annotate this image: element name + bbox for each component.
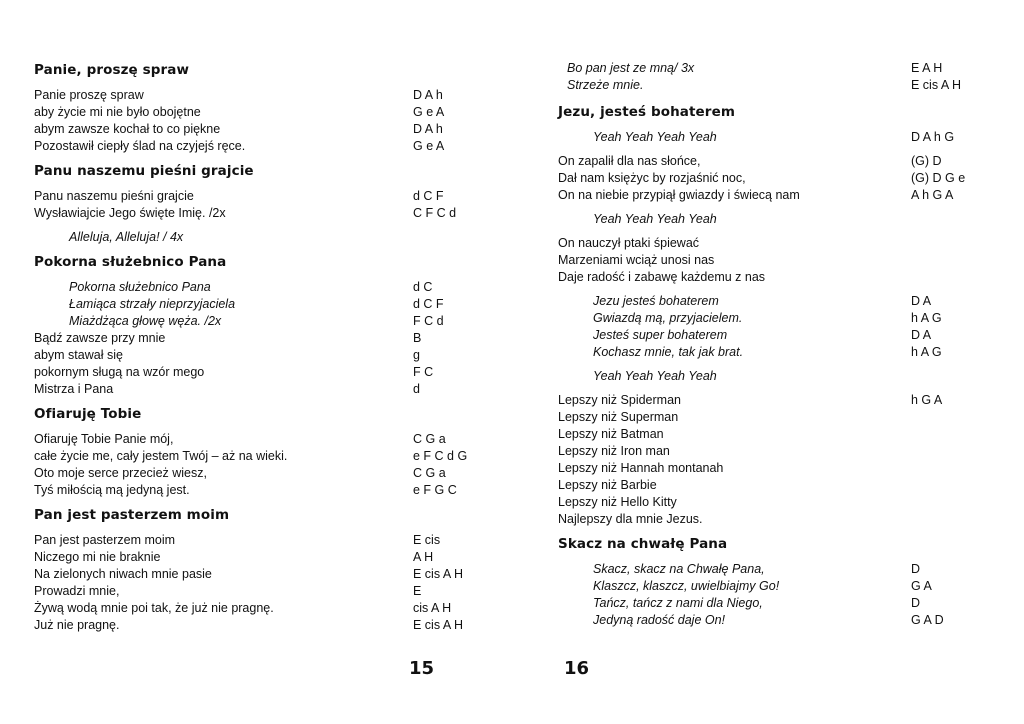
lyric-text: pokornym sługą na wzór mego [34, 365, 205, 379]
chord-label: h A G [911, 311, 942, 325]
lyric-line [0, 448, 512, 465]
lyric-text: Najlepszy dla mnie Jezus. [558, 512, 703, 526]
lyric-line [0, 600, 512, 617]
right-page [512, 0, 1024, 724]
lyric-text: Daje radość i zabawę każdemu z nas [558, 270, 766, 284]
lyric-text: Kochasz mnie, tak jak brat. [593, 345, 744, 359]
lyric-text: Bądź zawsze przy mnie [34, 331, 166, 345]
lyric-text: Dał nam księżyc by rozjaśnić noc, [558, 171, 746, 185]
lyric-line-refrain [0, 279, 512, 296]
chord-label: cis A H [413, 601, 452, 615]
lyric-text: Skacz, skacz na Chwałę Pana, [593, 562, 765, 576]
lyric-text: Oto moje serce przecież wiesz, [34, 466, 207, 480]
lyric-line [512, 392, 1024, 409]
lyric-text: Yeah Yeah Yeah Yeah [593, 212, 717, 226]
chord-label: d C F [413, 297, 444, 311]
lyric-line-refrain [512, 293, 1024, 310]
chord-label: A H [413, 550, 434, 564]
lyric-text: Strzeże mnie. [567, 78, 644, 92]
lyric-line-refrain [512, 344, 1024, 361]
chord-label: D [911, 596, 921, 610]
lyric-line-refrain [0, 313, 512, 330]
lyric-text: Bo pan jest ze mną/ 3x [567, 61, 695, 75]
lyric-line [0, 465, 512, 482]
lyric-line [512, 153, 1024, 170]
lyric-text: Marzeniami wciąż unosi nas [558, 253, 715, 267]
lyric-text: abym stawał się [34, 348, 123, 362]
lyric-text: Panu naszemu pieśni grajcie [34, 189, 194, 203]
lyric-text: Niczego mi nie braknie [34, 550, 161, 564]
lyric-line [0, 431, 512, 448]
lyric-line [0, 104, 512, 121]
chord-label: E cis A H [413, 567, 464, 581]
chord-label: D A h G [911, 130, 955, 144]
lyric-text: Tyś miłością mą jedyną jest. [34, 483, 190, 497]
lyric-line [512, 443, 1024, 460]
lyric-line [512, 170, 1024, 187]
lyric-text: Lepszy niż Hello Kitty [558, 495, 677, 509]
chord-label: h A G [911, 345, 942, 359]
lyric-line [512, 252, 1024, 269]
chord-label: D A h [413, 88, 443, 102]
lyric-text: Lepszy niż Superman [558, 410, 679, 424]
lyric-line-refrain [512, 368, 1024, 385]
chord-label: C F C d [413, 206, 457, 220]
chord-label: D A [911, 328, 932, 342]
lyric-line [512, 235, 1024, 252]
lyric-text: Lepszy niż Barbie [558, 478, 657, 492]
lyric-line-refrain [512, 77, 1024, 94]
lyric-text: Wysławiajcie Jego święte Imię. /2x [34, 206, 226, 220]
lyric-text: Yeah Yeah Yeah Yeah [593, 369, 717, 383]
lyric-text: aby życie mi nie było obojętne [34, 105, 201, 119]
lyric-line-refrain [512, 327, 1024, 344]
lyric-line-refrain [512, 310, 1024, 327]
lyric-text: Żywą wodą mnie poi tak, że już nie pragnę. [34, 601, 274, 615]
lyric-text: Gwiazdą mą, przyjacielem. [593, 311, 743, 325]
lyric-line [512, 269, 1024, 286]
lyric-line [512, 477, 1024, 494]
lyric-line [0, 188, 512, 205]
lyric-text: Już nie pragnę. [34, 618, 120, 632]
lyric-line [0, 347, 512, 364]
chord-label: E cis A H [911, 78, 962, 92]
lyric-line [512, 426, 1024, 443]
chord-label: E A H [911, 61, 943, 75]
chord-label: D [911, 562, 921, 576]
song-title-pokorna-sluzebnico-pana: Pokorna służebnico Pana [34, 254, 227, 270]
song-title-panie-prosze-spraw: Panie, proszę spraw [34, 62, 190, 78]
lyric-text: Na zielonych niwach mnie pasie [34, 567, 212, 581]
lyric-line-refrain [512, 129, 1024, 146]
lyric-line [512, 409, 1024, 426]
chord-label: g [413, 348, 420, 362]
lyric-line [0, 138, 512, 155]
lyric-text: Yeah Yeah Yeah Yeah [593, 130, 717, 144]
lyric-line [0, 205, 512, 222]
lyric-text: Ofiaruję Tobie Panie mój, [34, 432, 174, 446]
lyric-text: Alleluja, Alleluja! / 4x [69, 230, 184, 244]
lyric-line [512, 494, 1024, 511]
chord-label: F C [413, 365, 434, 379]
lyric-text: Pan jest pasterzem moim [34, 533, 176, 547]
lyric-text: On nauczył ptaki śpiewać [558, 236, 700, 250]
lyric-text: Mistrza i Pana [34, 382, 114, 396]
lyric-line-refrain [512, 60, 1024, 77]
lyric-text: Miażdżąca głowę węża. /2x [69, 314, 222, 328]
lyric-text: Jedyną radość daje On! [593, 613, 726, 627]
chord-label: d C F [413, 189, 444, 203]
chord-label: d [413, 382, 420, 396]
lyric-line [0, 364, 512, 381]
chord-label: G A D [911, 613, 944, 627]
lyric-text: abym zawsze kochał to co piękne [34, 122, 221, 136]
chord-label: F C d [413, 314, 444, 328]
lyric-line-refrain [512, 595, 1024, 612]
chord-label: G e A [413, 105, 445, 119]
lyric-text: Panie proszę spraw [34, 88, 144, 102]
chord-label: A h G A [911, 188, 954, 202]
lyric-text: Lepszy niż Hannah montanah [558, 461, 724, 475]
lyric-line [0, 617, 512, 634]
chord-label: d C [413, 280, 433, 294]
chord-label: e F C d G [413, 449, 468, 463]
lyric-text: Jezu jesteś bohaterem [593, 294, 719, 308]
chord-label: C G a [413, 432, 446, 446]
lyric-line-refrain [0, 296, 512, 313]
chord-label: E cis A H [413, 618, 464, 632]
lyric-line [0, 381, 512, 398]
chord-label: C G a [413, 466, 446, 480]
lyric-line-refrain [512, 612, 1024, 629]
chord-label: E cis [413, 533, 441, 547]
lyric-line-refrain [0, 229, 512, 246]
lyric-text: Prowadzi mnie, [34, 584, 120, 598]
song-title-panu-naszemu-piesni-grajcie: Panu naszemu pieśni grajcie [34, 163, 254, 179]
lyric-line [512, 511, 1024, 528]
lyric-line-refrain [512, 561, 1024, 578]
chord-label: E [413, 584, 422, 598]
chord-label: G e A [413, 139, 445, 153]
lyric-line [0, 87, 512, 104]
lyric-line-refrain [512, 578, 1024, 595]
song-title-jezu-jestes-bohaterem: Jezu, jesteś bohaterem [558, 104, 735, 120]
chord-label: B [413, 331, 422, 345]
lyric-line [0, 532, 512, 549]
lyric-text: Łamiąca strzały nieprzyjaciela [69, 297, 236, 311]
chord-label: (G) D G e [911, 171, 966, 185]
song-title-skacz-na-chwale-pana: Skacz na chwałę Pana [558, 536, 728, 552]
lyric-line-refrain [512, 211, 1024, 228]
lyric-line [0, 482, 512, 499]
lyric-line [0, 121, 512, 138]
lyric-text: Pozostawił ciepły ślad na czyjejś ręce. [34, 139, 246, 153]
lyric-text: Pokorna służebnico Pana [69, 280, 211, 294]
lyric-text: Lepszy niż Spiderman [558, 393, 681, 407]
lyric-line [0, 583, 512, 600]
lyric-text: Lepszy niż Batman [558, 427, 664, 441]
lyric-text: Jesteś super bohaterem [593, 328, 728, 342]
chord-label: h G A [911, 393, 943, 407]
chord-label: G A [911, 579, 932, 593]
page-number: 16 [564, 658, 590, 679]
song-title-pan-jest-pasterzem-moim: Pan jest pasterzem moim [34, 507, 230, 523]
lyric-text: całe życie me, cały jestem Twój – aż na wieki. [34, 449, 288, 463]
chord-label: D A h [413, 122, 443, 136]
lyric-text: Tańcz, tańcz z nami dla Niego, [593, 596, 763, 610]
page-number: 15 [409, 658, 435, 679]
lyric-text: On na niebie przypiął gwiazdy i świecą nam [558, 188, 800, 202]
lyric-text: On zapalił dla nas słońce, [558, 154, 701, 168]
chord-label: (G) D [911, 154, 942, 168]
chord-label: e F G C [413, 483, 457, 497]
lyric-line [0, 330, 512, 347]
lyric-text: Klaszcz, klaszcz, uwielbiajmy Go! [593, 579, 780, 593]
lyric-line [0, 566, 512, 583]
lyric-line [512, 187, 1024, 204]
lyric-line [0, 549, 512, 566]
song-title-ofiaruje-tobie: Ofiaruję Tobie [34, 406, 142, 422]
lyric-line [512, 460, 1024, 477]
chord-label: D A [911, 294, 932, 308]
lyric-text: Lepszy niż Iron man [558, 444, 670, 458]
